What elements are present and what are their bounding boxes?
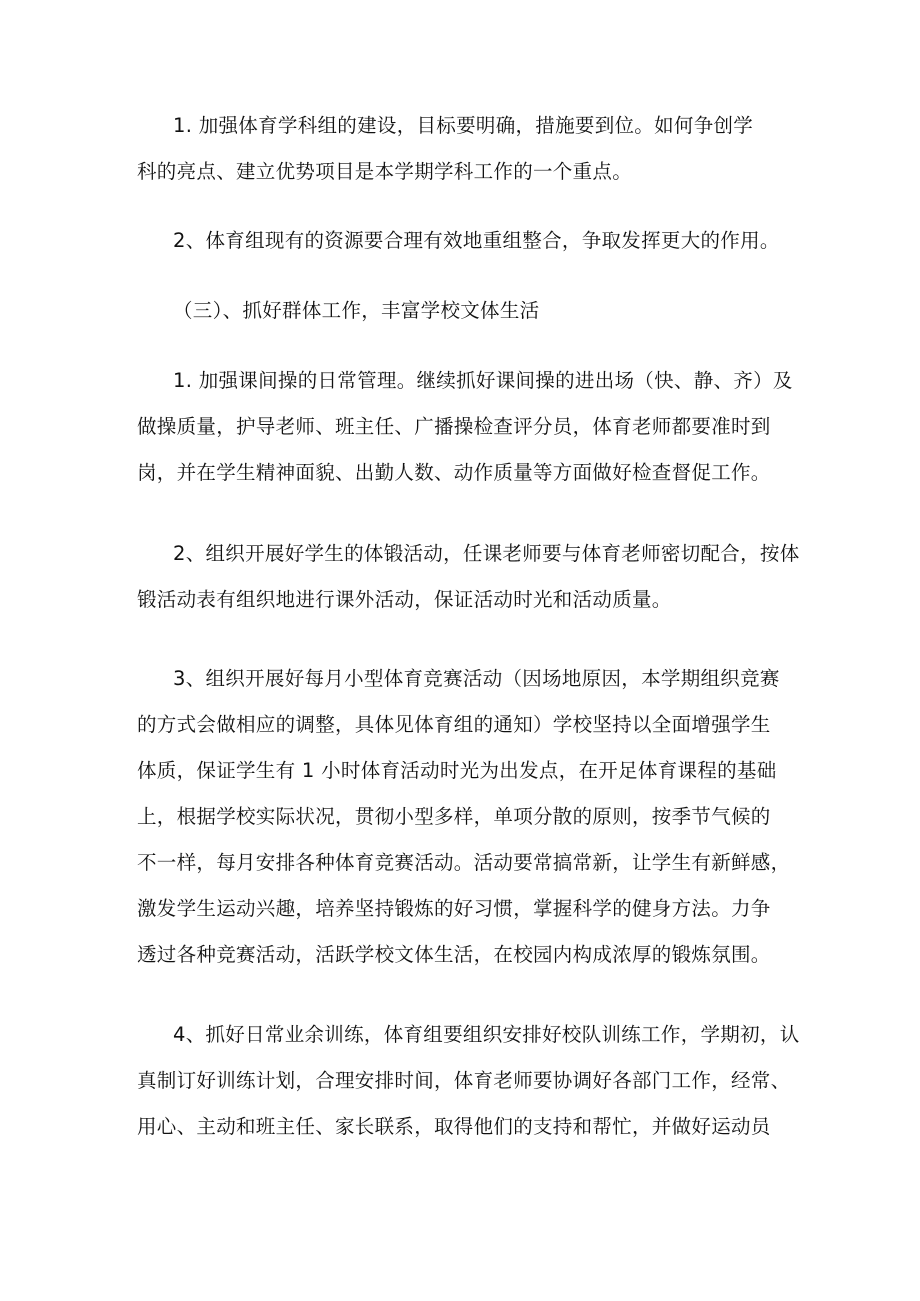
paragraph-line: 2、体育组现有的资源要合理有效地重组整合，争取发挥更大的作用。 bbox=[173, 229, 780, 252]
paragraph-line: 4、抓好日常业余训练，体育组要组织安排好校队训练工作，学期初，认 bbox=[173, 1023, 800, 1046]
paragraph-4 bbox=[137, 531, 800, 623]
paragraph-6 bbox=[137, 1012, 800, 1150]
paragraph-line: 1. 加强体育学科组的建设，目标要明确，措施要到位。如何争创学 bbox=[173, 114, 754, 137]
paragraph-line: 上，根据学校实际状况，贯彻小型多样，单项分散的原则，按季节气候的 bbox=[137, 805, 771, 828]
paragraph-line: 透过各种竞赛活动，活跃学校文体生活，在校园内构成浓厚的锻炼氛围。 bbox=[137, 943, 771, 966]
paragraph-line: 做操质量，护导老师、班主任、广播操检查评分员，体育老师都要准时到 bbox=[137, 415, 771, 438]
paragraph-line: 3、组织开展好每月小型体育竞赛活动（因场地原因，本学期组织竞赛 bbox=[173, 667, 780, 690]
paragraph-line: 1. 加强课间操的日常管理。继续抓好课间操的进出场（快、静、齐）及 bbox=[173, 369, 793, 392]
paragraph-line: 激发学生运动兴趣，培养坚持锻炼的好习惯，掌握科学的健身方法。力争 bbox=[137, 897, 771, 920]
paragraph-line: 真制订好训练计划，合理安排时间，体育老师要协调好各部门工作，经常、 bbox=[137, 1069, 791, 1092]
paragraph-1 bbox=[137, 103, 797, 195]
paragraph-line: 用心、主动和班主任、家长联系，取得他们的支持和帮忙，并做好运动员 bbox=[137, 1115, 771, 1138]
paragraph-line: 不一样，每月安排各种体育竞赛活动。活动要常搞常新，让学生有新鲜感， bbox=[137, 851, 791, 874]
section-heading bbox=[137, 288, 797, 334]
paragraph-line: 岗，并在学生精神面貌、出勤人数、动作质量等方面做好检查督促工作。 bbox=[137, 461, 771, 484]
paragraph-5 bbox=[137, 656, 797, 978]
paragraph-line: 体质，保证学生有 1 小时体育活动时光为出发点，在开足体育课程的基础 bbox=[137, 759, 777, 782]
section-heading-text: （三）、抓好群体工作，丰富学校文体生活 bbox=[173, 299, 540, 322]
paragraph-2 bbox=[137, 218, 797, 264]
paragraph-line: 的方式会做相应的调整，具体见体育组的通知）学校坚持以全面增强学生 bbox=[137, 713, 771, 736]
paragraph-line: 锻活动表有组织地进行课外活动，保证活动时光和活动质量。 bbox=[137, 588, 672, 611]
paragraph-3 bbox=[137, 358, 797, 496]
paragraph-line: 科的亮点、建立优势项目是本学期学科工作的一个重点。 bbox=[137, 160, 633, 183]
paragraph-line: 2、组织开展好学生的体锻活动，任课老师要与体育老师密切配合，按体 bbox=[173, 542, 800, 565]
